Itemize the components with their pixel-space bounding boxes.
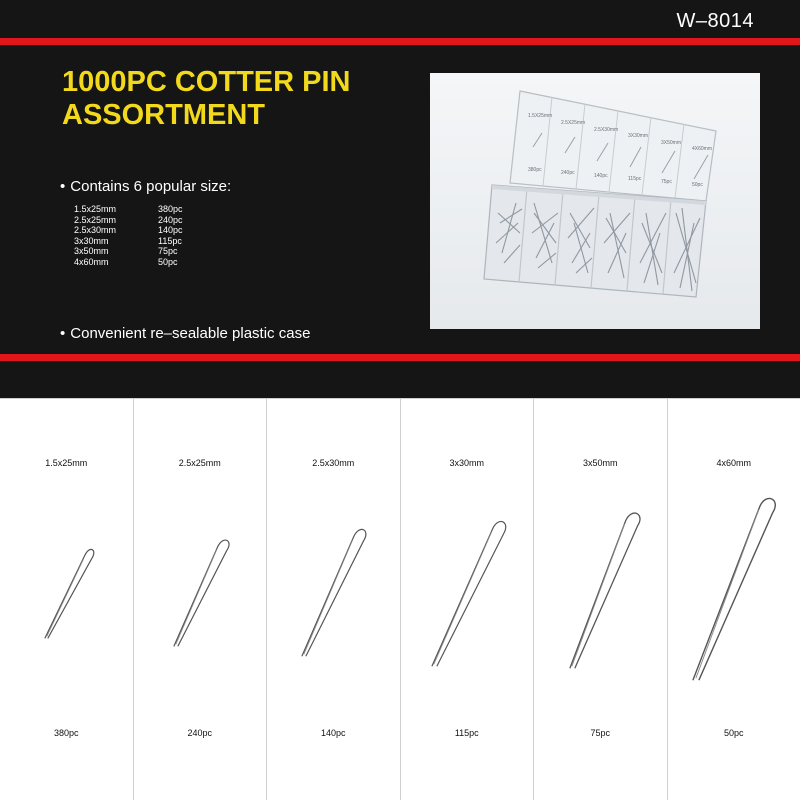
panel-qty-label: 50pc bbox=[723, 728, 744, 738]
lid-count: 50pc bbox=[692, 182, 703, 188]
lid-label: 1.5X25mm bbox=[528, 113, 553, 119]
size-qty: 240pc bbox=[158, 214, 183, 225]
lid-label: 2.5X25mm bbox=[561, 120, 586, 126]
size-row bbox=[74, 246, 183, 257]
panel-size-label: 2.5x25mm bbox=[178, 458, 221, 468]
size-qty: 115pc bbox=[158, 235, 182, 246]
cotter-pin-icon bbox=[0, 399, 133, 800]
lid-label: 3X50mm bbox=[661, 140, 682, 146]
lid-count: 75pc bbox=[661, 179, 672, 185]
sizes-bullet: • Contains 6 popular size: bbox=[60, 178, 231, 195]
size-label: 1.5x25mm bbox=[74, 204, 117, 214]
size-panel-6 bbox=[668, 399, 800, 800]
panel-qty-label: 75pc bbox=[590, 728, 611, 738]
size-row bbox=[74, 225, 183, 236]
size-row bbox=[74, 215, 183, 226]
lid-count: 115pc bbox=[628, 176, 642, 182]
size-panel-5 bbox=[534, 399, 668, 800]
size-table bbox=[74, 204, 183, 267]
panel-qty-label: 140pc bbox=[320, 728, 346, 738]
title-line-1: 1000PC COTTER PIN bbox=[62, 66, 351, 98]
lid-label: 3X30mm bbox=[628, 133, 649, 139]
lid-count: 380pc bbox=[528, 167, 542, 173]
cotter-pin-icon bbox=[668, 399, 800, 800]
size-qty: 380pc bbox=[158, 204, 183, 214]
size-panel-1 bbox=[0, 399, 134, 800]
panel-size-label: 3x50mm bbox=[582, 458, 618, 468]
lid-count: 140pc bbox=[594, 173, 608, 179]
size-label: 3x30mm bbox=[74, 235, 109, 246]
panel-qty-label: 380pc bbox=[53, 728, 79, 738]
panel-qty-label: 240pc bbox=[187, 728, 213, 738]
lid-label: 4X60mm bbox=[692, 146, 713, 152]
size-qty: 75pc bbox=[158, 246, 178, 256]
size-qty: 50pc bbox=[158, 256, 178, 267]
size-label: 2.5x30mm bbox=[74, 225, 117, 235]
bottom-red-stripe bbox=[0, 354, 800, 361]
product-title bbox=[62, 66, 350, 132]
panel-size-label: 3x30mm bbox=[449, 458, 484, 468]
size-row bbox=[74, 204, 183, 215]
lid-count: 240pc bbox=[561, 170, 575, 176]
header-banner bbox=[0, 0, 800, 398]
top-red-stripe bbox=[0, 38, 800, 45]
size-label: 3x50mm bbox=[74, 246, 109, 256]
panel-size-label: 4x60mm bbox=[716, 458, 751, 468]
size-label: 4x60mm bbox=[74, 256, 109, 267]
case-illustration bbox=[430, 73, 760, 329]
lid-label: 2.5X30mm bbox=[594, 127, 619, 133]
cotter-pin-icon bbox=[401, 399, 534, 800]
cotter-pin-icon bbox=[267, 399, 400, 800]
case-bullet: • Convenient re–sealable plastic case bbox=[60, 325, 310, 342]
size-qty: 140pc bbox=[158, 225, 183, 235]
size-panel-2 bbox=[134, 399, 268, 800]
panel-qty-label: 115pc bbox=[454, 728, 479, 738]
title-line-2: ASSORTMENT bbox=[62, 99, 265, 131]
model-number: W–8014 bbox=[676, 10, 754, 32]
size-panels bbox=[0, 398, 800, 800]
size-panel-4 bbox=[401, 399, 535, 800]
size-panel-3 bbox=[267, 399, 401, 800]
product-photo bbox=[430, 73, 760, 329]
size-label: 2.5x25mm bbox=[74, 214, 117, 225]
cotter-pin-icon bbox=[134, 399, 267, 800]
panel-size-label: 1.5x25mm bbox=[45, 458, 88, 468]
panel-size-label: 2.5x30mm bbox=[312, 458, 355, 468]
size-row bbox=[74, 236, 183, 247]
cotter-pin-icon bbox=[534, 399, 667, 800]
size-row bbox=[74, 257, 183, 268]
